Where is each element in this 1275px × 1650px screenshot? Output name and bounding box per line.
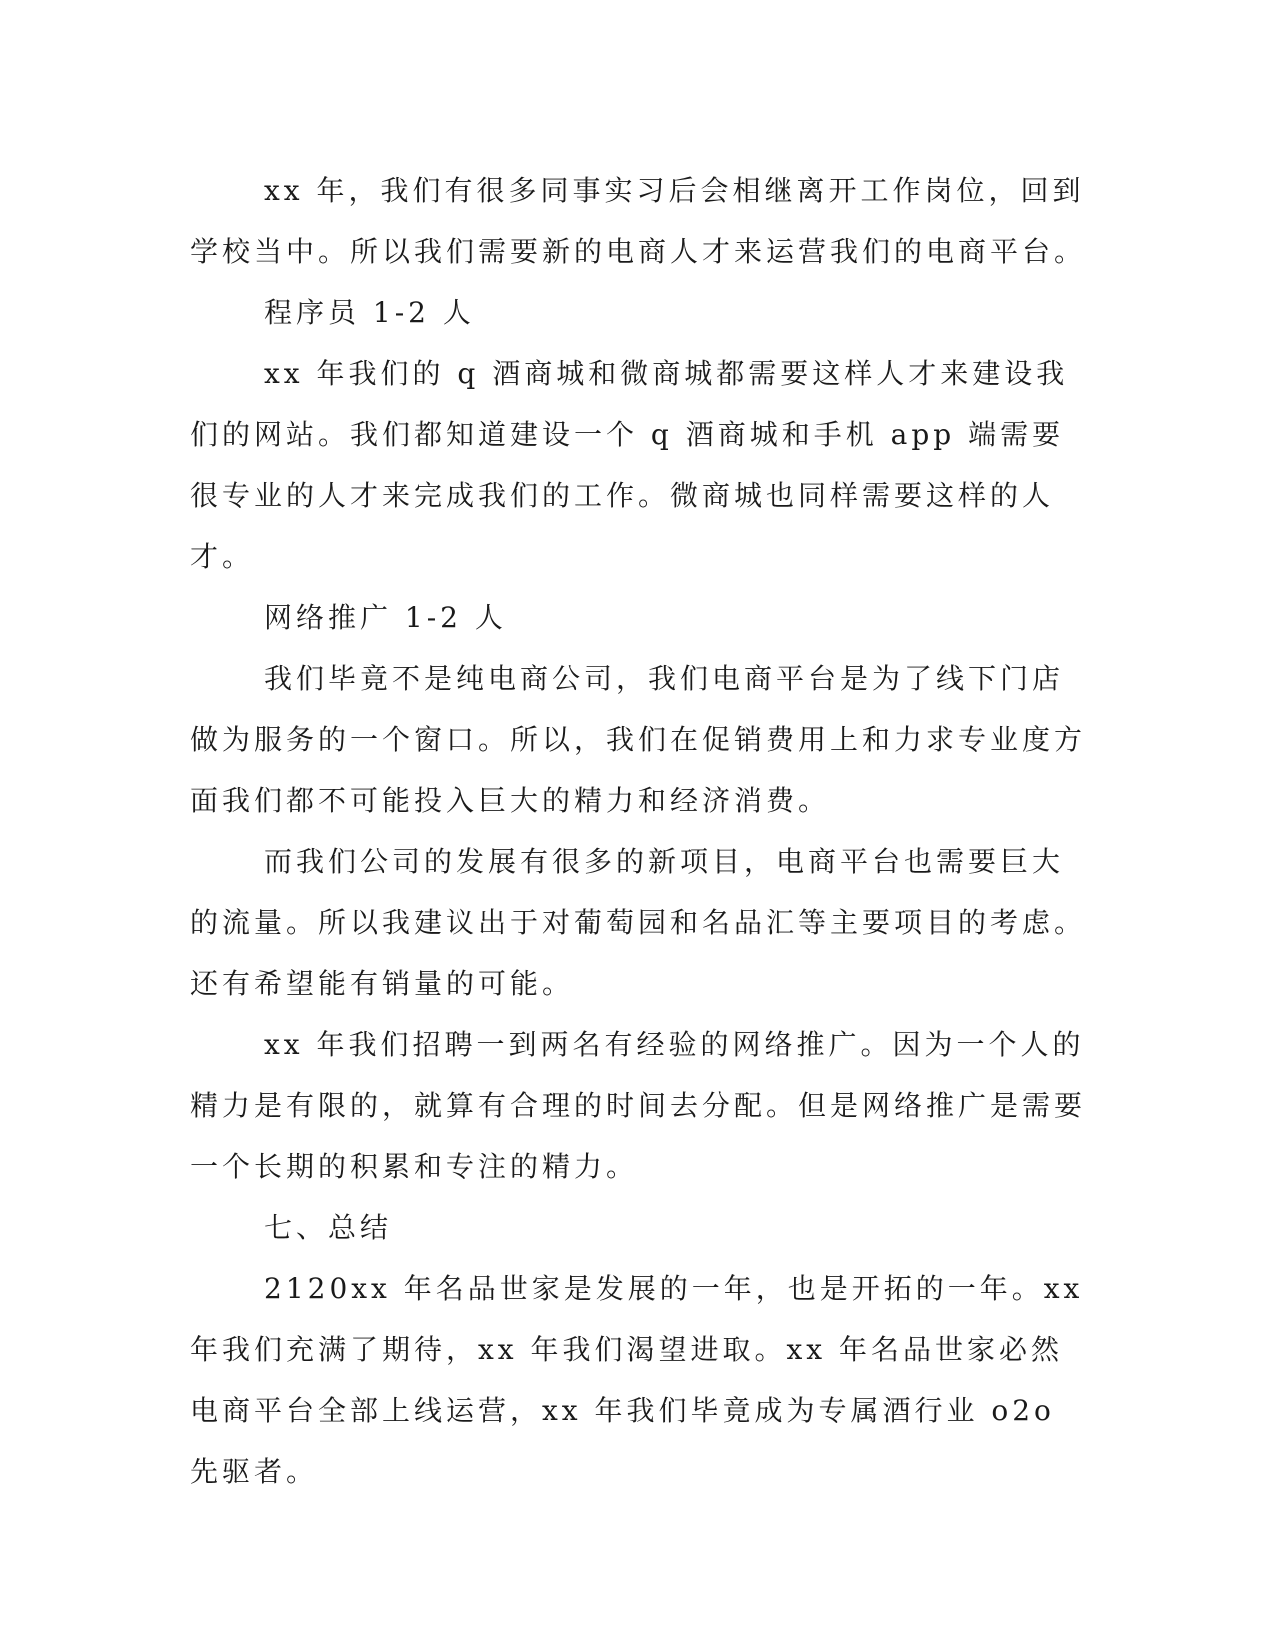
heading-network-promotion: 网络推广 1-2 人 — [264, 601, 507, 634]
paragraph-hiring-promoters: xx 年我们招聘一到两名有经验的网络推广。因为一个人的精力是有限的，就算有合理的时间去分配。但是网络推广是需要一个长期的积累和专注的精力。 — [190, 1028, 1087, 1183]
paragraph-new-projects: 而我们公司的发展有很多的新项目，电商平台也需要巨大的流量。所以我建议出于对葡萄园和名品汇等主要项目的考虑。还有希望能有销量的可能。 — [190, 845, 1087, 1000]
paragraph-not-pure-ecommerce: 我们毕竟不是纯电商公司，我们电商平台是为了线下门店做为服务的一个窗口。所以，我们在促销费用上和力求专业度方面我们都不可能投入巨大的精力和经济消费。 — [190, 662, 1087, 817]
paragraph-programmer-need: xx 年我们的 q 酒商城和微商城都需要这样人才来建设我们的网站。我们都知道建设一个 q 酒商城和手机 app 端需要很专业的人才来完成我们的工作。微商城也同样需要这样的人才。 — [190, 357, 1069, 573]
paragraph-staff-leaving: xx 年，我们有很多同事实习后会相继离开工作岗位，回到学校当中。所以我们需要新的电商人才来运营我们的电商平台。 — [190, 174, 1087, 268]
paragraph-summary: 2120xx 年名品世家是发展的一年，也是开拓的一年。xx 年我们充满了期待，xx 年我们渴望进取。xx 年名品世家必然电商平台全部上线运营，xx 年我们毕竟成为专属酒行业 o2o 先驱者。 — [190, 1272, 1084, 1488]
document-body — [190, 160, 1090, 1502]
heading-summary: 七、总结 — [264, 1211, 393, 1244]
heading-programmer: 程序员 1-2 人 — [264, 296, 475, 329]
